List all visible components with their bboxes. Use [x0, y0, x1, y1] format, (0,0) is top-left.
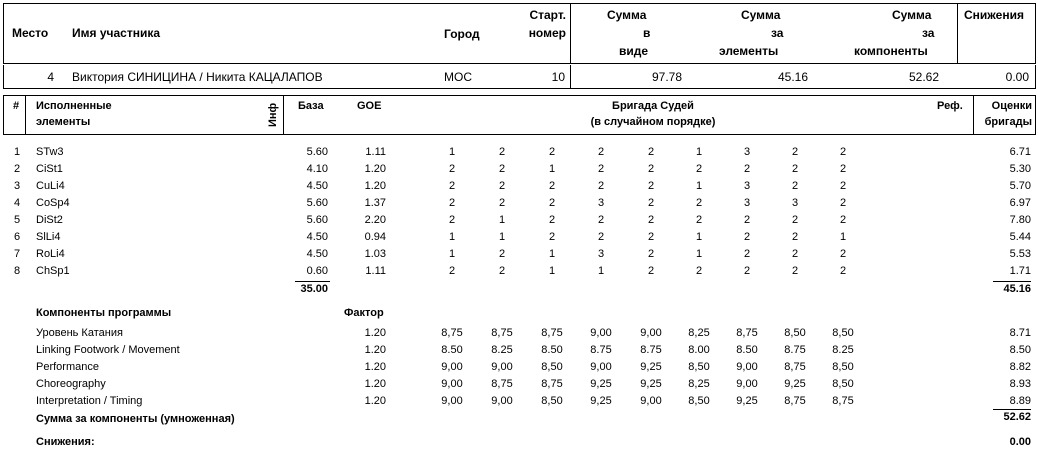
components-title: Компоненты программы	[36, 307, 172, 319]
element-judge-mark: 1	[548, 163, 556, 175]
el-ref-header: Реф.	[937, 100, 963, 112]
element-num: 5	[14, 214, 21, 226]
component-score: 8.89	[1009, 395, 1031, 407]
component-judge-mark: 8.50	[541, 344, 563, 356]
col-pcs-header-1: Сумма	[892, 8, 932, 22]
skater-row-divider	[570, 65, 571, 89]
element-judge-mark: 2	[647, 146, 655, 158]
element-base: 4.10	[306, 163, 328, 175]
component-name: Interpretation / Timing	[36, 395, 143, 407]
element-judge-mark: 2	[647, 163, 655, 175]
element-judge-mark: 2	[839, 163, 847, 175]
element-judge-mark: 2	[695, 214, 703, 226]
component-judge-mark: 9,00	[590, 327, 612, 339]
element-judge-mark: 2	[498, 248, 506, 260]
component-judge-mark: 8,75	[541, 378, 563, 390]
elements-header-box	[3, 95, 1036, 135]
component-judge-mark: 9,00	[590, 361, 612, 373]
col-tes-header-3: элементы	[719, 44, 779, 58]
elements-header-divider	[283, 95, 284, 135]
element-base: 5.60	[306, 197, 328, 209]
element-base: 5.60	[306, 214, 328, 226]
element-goe: 1.11	[365, 146, 386, 158]
element-goe: 0.94	[364, 231, 386, 243]
element-judge-mark: 2	[791, 180, 799, 192]
base-total-line	[295, 281, 330, 282]
component-judge-mark: 8.50	[441, 344, 463, 356]
element-num: 6	[14, 231, 21, 243]
component-name: Performance	[36, 361, 99, 373]
component-judge-mark: 8.50	[736, 344, 758, 356]
score-total-line	[993, 281, 1031, 282]
component-judge-mark: 9,00	[441, 378, 463, 390]
element-judge-mark: 2	[839, 197, 847, 209]
element-judge-mark: 2	[647, 214, 655, 226]
el-num-header: #	[13, 100, 20, 112]
element-judge-mark: 3	[791, 197, 799, 209]
component-judge-mark: 8,75	[541, 327, 563, 339]
element-judge-mark: 3	[597, 197, 605, 209]
element-judge-mark: 3	[743, 180, 751, 192]
element-judge-mark: 2	[695, 197, 703, 209]
element-base: 0.60	[306, 265, 328, 277]
component-name: Linking Footwork / Movement	[36, 344, 180, 356]
component-judge-mark: 9,00	[736, 361, 758, 373]
component-judge-mark: 9,25	[736, 395, 758, 407]
element-judge-mark: 2	[791, 163, 799, 175]
col-total-header-3: виде	[619, 44, 649, 58]
component-judge-mark: 8,50	[784, 327, 806, 339]
skater-deductions: 0.00	[1005, 70, 1029, 84]
component-judge-mark: 8,75	[832, 395, 854, 407]
component-factor: 1.20	[364, 344, 386, 356]
component-judge-mark: 8,50	[832, 378, 854, 390]
component-judge-mark: 8.25	[491, 344, 513, 356]
el-panel-header-1: Бригада Судей	[612, 100, 694, 112]
component-factor: 1.20	[364, 395, 386, 407]
component-judge-mark: 9,00	[441, 361, 463, 373]
component-judge-mark: 9,25	[640, 378, 662, 390]
element-score: 7.80	[1009, 214, 1031, 226]
element-num: 2	[14, 163, 21, 175]
element-judge-mark: 2	[597, 214, 605, 226]
element-judge-mark: 2	[548, 214, 556, 226]
element-judge-mark: 1	[448, 231, 456, 243]
elements-base-total: 35.00	[300, 283, 328, 295]
col-pcs-header-2: за	[922, 26, 935, 40]
component-name: Уровень Катания	[36, 327, 123, 339]
elements-score-total: 45.16	[1003, 283, 1031, 295]
header-divider	[957, 3, 958, 64]
element-judge-mark: 2	[448, 197, 456, 209]
col-start-header-2: номер	[528, 26, 566, 40]
component-judge-mark: 9,00	[491, 361, 513, 373]
element-judge-mark: 1	[695, 231, 703, 243]
el-elements-header-1: Исполненные	[36, 100, 112, 112]
element-judge-mark: 1	[597, 265, 605, 277]
element-judge-mark: 2	[548, 231, 556, 243]
element-score: 1.71	[1009, 265, 1031, 277]
components-total-line	[993, 409, 1031, 410]
skater-start-number: 10	[551, 70, 565, 84]
element-judge-mark: 2	[791, 248, 799, 260]
element-judge-mark: 2	[548, 197, 556, 209]
element-num: 7	[14, 248, 21, 260]
element-num: 4	[14, 197, 21, 209]
element-goe: 1.11	[365, 265, 386, 277]
element-judge-mark: 1	[695, 248, 703, 260]
element-judge-mark: 1	[695, 146, 703, 158]
element-base: 4.50	[306, 180, 328, 192]
element-judge-mark: 2	[448, 163, 456, 175]
element-judge-mark: 2	[839, 248, 847, 260]
component-judge-mark: 9,25	[640, 361, 662, 373]
element-judge-mark: 2	[498, 180, 506, 192]
element-judge-mark: 2	[647, 197, 655, 209]
component-judge-mark: 8.00	[688, 344, 710, 356]
element-judge-mark: 2	[647, 180, 655, 192]
el-info-header: Инф	[267, 102, 279, 127]
element-judge-mark: 2	[597, 180, 605, 192]
component-judge-mark: 8,50	[541, 361, 563, 373]
element-judge-mark: 2	[647, 231, 655, 243]
skater-total: 97.78	[651, 70, 682, 84]
skater-pcs: 52.62	[908, 70, 939, 84]
element-judge-mark: 3	[743, 146, 751, 158]
skater-tes: 45.16	[777, 70, 808, 84]
elements-header-divider	[25, 95, 26, 135]
element-judge-mark: 2	[839, 265, 847, 277]
col-total-header-2: в	[643, 26, 651, 40]
col-deductions-header: Снижения	[964, 8, 1024, 22]
element-judge-mark: 2	[839, 146, 847, 158]
el-panel-header-2: (в случайном порядке)	[590, 116, 716, 128]
col-name-header: Имя участника	[72, 26, 161, 40]
element-judge-mark: 1	[548, 265, 556, 277]
component-score: 8.82	[1009, 361, 1031, 373]
element-judge-mark: 2	[791, 146, 799, 158]
skater-place: 4	[47, 70, 54, 84]
element-judge-mark: 2	[839, 180, 847, 192]
el-base-header: База	[298, 100, 324, 112]
component-judge-mark: 8,75	[491, 327, 513, 339]
col-city-header: Город	[444, 27, 480, 41]
element-score: 6.71	[1009, 146, 1031, 158]
component-judge-mark: 8,50	[832, 361, 854, 373]
components-factor-header: Фактор	[344, 307, 384, 319]
element-goe: 1.20	[364, 163, 386, 175]
component-judge-mark: 8,50	[688, 361, 710, 373]
element-judge-mark: 2	[597, 146, 605, 158]
component-judge-mark: 9,25	[590, 395, 612, 407]
component-judge-mark: 8,50	[688, 395, 710, 407]
el-score-header-2: бригады	[984, 116, 1032, 128]
component-judge-mark: 9,00	[441, 395, 463, 407]
component-judge-mark: 9,00	[491, 395, 513, 407]
element-judge-mark: 2	[597, 231, 605, 243]
component-judge-mark: 8,50	[832, 327, 854, 339]
element-judge-mark: 2	[647, 265, 655, 277]
component-factor: 1.20	[364, 361, 386, 373]
component-judge-mark: 9,25	[784, 378, 806, 390]
element-score: 6.97	[1009, 197, 1031, 209]
element-base: 4.50	[306, 248, 328, 260]
element-judge-mark: 1	[498, 214, 506, 226]
element-name: RoLi4	[36, 248, 65, 260]
element-judge-mark: 2	[743, 214, 751, 226]
component-judge-mark: 9,00	[640, 395, 662, 407]
element-judge-mark: 3	[597, 248, 605, 260]
element-judge-mark: 2	[791, 214, 799, 226]
component-judge-mark: 8,25	[688, 327, 710, 339]
element-judge-mark: 2	[548, 146, 556, 158]
element-judge-mark: 2	[791, 265, 799, 277]
element-judge-mark: 2	[498, 265, 506, 277]
component-factor: 1.20	[364, 327, 386, 339]
col-tes-header-1: Сумма	[741, 8, 781, 22]
element-base: 4.50	[306, 231, 328, 243]
component-judge-mark: 8,50	[541, 395, 563, 407]
element-judge-mark: 1	[839, 231, 847, 243]
element-name: CiSt1	[36, 163, 63, 175]
element-judge-mark: 2	[743, 231, 751, 243]
element-judge-mark: 3	[743, 197, 751, 209]
element-score: 5.53	[1009, 248, 1031, 260]
el-score-header-1: Оценки	[991, 100, 1032, 112]
component-judge-mark: 8.75	[590, 344, 612, 356]
el-elements-header-2: элементы	[36, 116, 91, 128]
element-judge-mark: 1	[548, 248, 556, 260]
element-goe: 1.03	[364, 248, 386, 260]
element-judge-mark: 2	[743, 163, 751, 175]
element-judge-mark: 2	[498, 197, 506, 209]
component-score: 8.71	[1009, 327, 1031, 339]
col-place-header: Место	[12, 26, 49, 40]
element-judge-mark: 2	[498, 146, 506, 158]
elements-header-divider	[973, 95, 974, 135]
component-judge-mark: 8,75	[491, 378, 513, 390]
component-score: 8.93	[1009, 378, 1031, 390]
component-score: 8.50	[1009, 344, 1031, 356]
element-num: 8	[14, 265, 21, 277]
skater-city: МОС	[444, 70, 472, 84]
component-judge-mark: 8.75	[784, 344, 806, 356]
element-name: CuLi4	[36, 180, 65, 192]
el-goe-header: GOE	[357, 100, 382, 112]
component-name: Choreography	[36, 378, 106, 390]
element-judge-mark: 2	[548, 180, 556, 192]
element-name: SlLi4	[36, 231, 61, 243]
element-name: DiSt2	[36, 214, 63, 226]
element-judge-mark: 2	[448, 265, 456, 277]
element-judge-mark: 2	[448, 180, 456, 192]
element-score: 5.70	[1009, 180, 1031, 192]
element-judge-mark: 2	[695, 163, 703, 175]
element-judge-mark: 2	[743, 248, 751, 260]
element-judge-mark: 2	[597, 163, 605, 175]
component-judge-mark: 9,25	[590, 378, 612, 390]
component-judge-mark: 8,75	[784, 395, 806, 407]
element-goe: 2.20	[364, 214, 386, 226]
element-goe: 1.37	[364, 197, 386, 209]
element-num: 3	[14, 180, 21, 192]
element-judge-mark: 1	[448, 146, 456, 158]
element-score: 5.30	[1009, 163, 1031, 175]
col-start-header-1: Старт.	[529, 8, 566, 22]
element-judge-mark: 2	[498, 163, 506, 175]
element-num: 1	[14, 146, 21, 158]
element-judge-mark: 2	[743, 265, 751, 277]
element-judge-mark: 2	[448, 214, 456, 226]
col-tes-header-2: за	[771, 26, 784, 40]
element-score: 5.44	[1009, 231, 1031, 243]
component-judge-mark: 8,75	[441, 327, 463, 339]
skater-name: Виктория СИНИЦИНА / Никита КАЦАЛАПОВ	[72, 70, 323, 84]
col-pcs-header-3: компоненты	[854, 44, 928, 58]
element-judge-mark: 1	[695, 180, 703, 192]
deductions-value: 0.00	[1009, 436, 1031, 448]
element-judge-mark: 1	[448, 248, 456, 260]
element-judge-mark: 1	[498, 231, 506, 243]
element-judge-mark: 2	[647, 248, 655, 260]
deductions-label: Снижения:	[36, 436, 95, 448]
component-judge-mark: 8,25	[688, 378, 710, 390]
element-goe: 1.20	[364, 180, 386, 192]
component-judge-mark: 8,75	[784, 361, 806, 373]
element-judge-mark: 2	[791, 231, 799, 243]
element-name: STw3	[36, 146, 64, 158]
component-judge-mark: 8.75	[640, 344, 662, 356]
element-base: 5.60	[306, 146, 328, 158]
element-judge-mark: 2	[839, 214, 847, 226]
component-judge-mark: 9,00	[736, 378, 758, 390]
element-name: CoSp4	[36, 197, 70, 209]
components-total-score: 52.62	[1003, 411, 1031, 423]
component-judge-mark: 9,00	[640, 327, 662, 339]
component-factor: 1.20	[364, 378, 386, 390]
element-judge-mark: 2	[695, 265, 703, 277]
col-total-header-1: Сумма	[607, 8, 647, 22]
element-name: ChSp1	[36, 265, 70, 277]
header-divider	[570, 3, 571, 64]
component-judge-mark: 8.25	[832, 344, 854, 356]
components-total-label: Сумма за компоненты (умноженная)	[36, 413, 235, 425]
component-judge-mark: 8,75	[736, 327, 758, 339]
